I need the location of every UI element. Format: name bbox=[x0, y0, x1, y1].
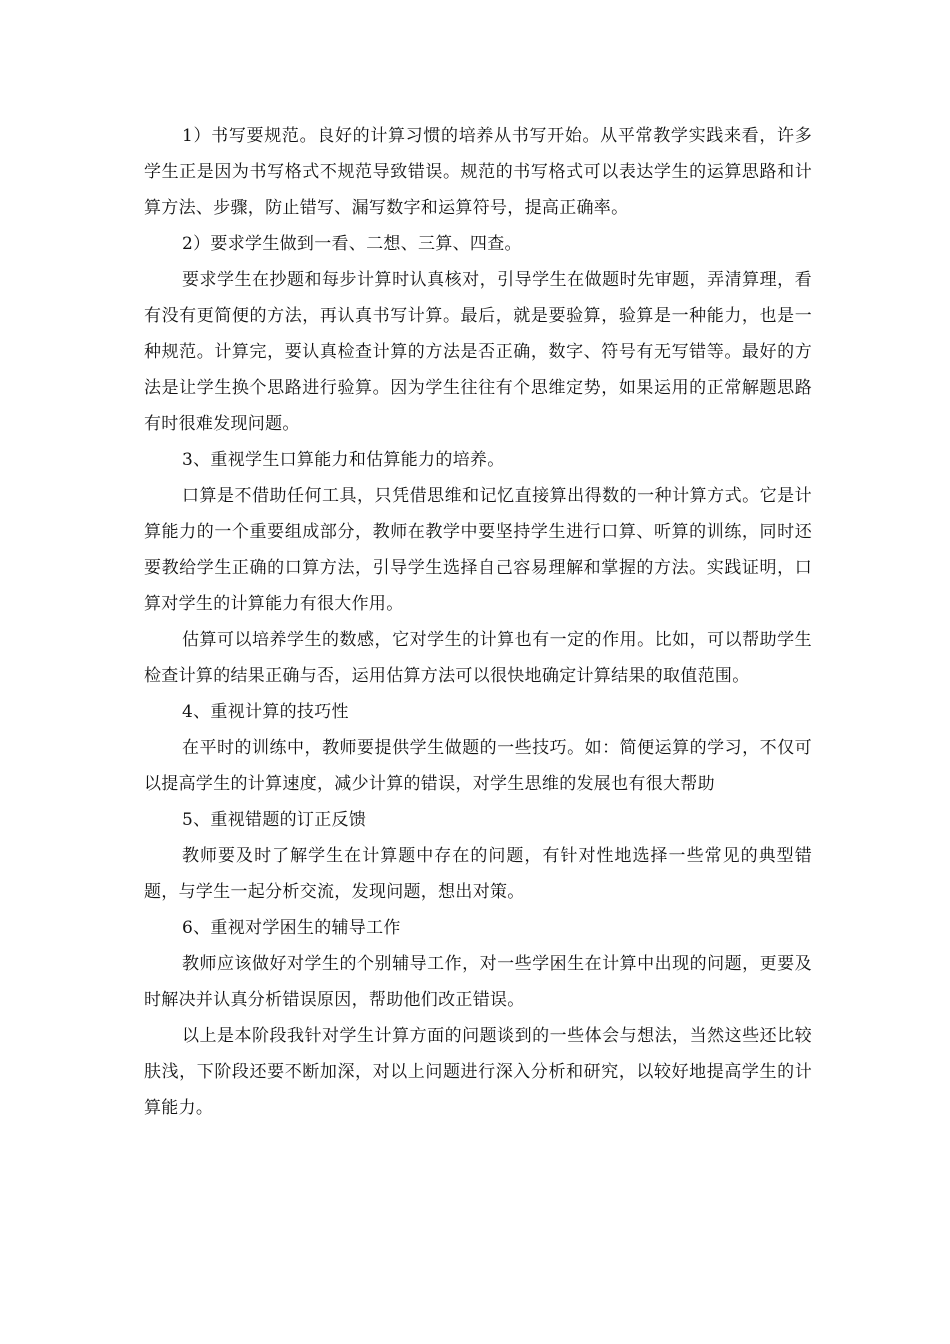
section-heading-mental-estimation: 3、重视学生口算能力和估算能力的培养。 bbox=[182, 450, 505, 470]
paragraph-error-correction: 教师要及时了解学生在计算题中存在的问题，有针对性地选择一些常见的典型错题，与学生一起分析交流，发现问题，想出对策。 bbox=[144, 846, 812, 902]
paragraph-estimation: 估算可以培养学生的数感，它对学生的计算也有一定的作用。比如，可以帮助学生检查计算的结果正确与否，运用估算方法可以很快地确定计算结果的取值范围。 bbox=[144, 630, 812, 686]
paragraph-skills: 在平时的训练中，教师要提供学生做题的一些技巧。如：简便运算的学习，不仅可以提高学生的计算速度，减少计算的错误，对学生思维的发展也有很大帮助 bbox=[144, 738, 812, 794]
paragraph-writing-standard: 1）书写要规范。良好的计算习惯的培养从书写开始。从平常教学实践来看，许多学生正是因为书写格式不规范导致错误。规范的书写格式可以表达学生的运算思路和计算方法、步骤，防止错写、漏写数字和运算符号，提高正确率。 bbox=[144, 126, 812, 218]
document-body bbox=[144, 118, 812, 1126]
paragraph-four-steps-heading: 2）要求学生做到一看、二想、三算、四查。 bbox=[182, 234, 522, 254]
paragraph-conclusion: 以上是本阶段我针对学生计算方面的问题谈到的一些体会与想法，当然这些还比较肤浅，下阶段还要不断加深，对以上问题进行深入分析和研究，以较好地提高学生的计算能力。 bbox=[144, 1026, 812, 1118]
paragraph-tutoring: 教师应该做好对学生的个别辅导工作，对一些学困生在计算中出现的问题，更要及时解决并认真分析错误原因，帮助他们改正错误。 bbox=[144, 954, 812, 1010]
paragraph-four-steps-body: 要求学生在抄题和每步计算时认真核对，引导学生在做题时先审题，弄清算理，看有没有更简便的方法，再认真书写计算。最后，就是要验算，验算是一种能力，也是一种规范。计算完，要认真检查计算的方法是否正确，数字、符号有无写错等。最好的方法是让学生换个思路进行验算。因为学生往往有个思维定势，如果运用的正常解题思路有时很难发现问题。 bbox=[144, 270, 812, 434]
paragraph-mental-calculation: 口算是不借助任何工具，只凭借思维和记忆直接算出得数的一种计算方式。它是计算能力的一个重要组成部分，教师在教学中要坚持学生进行口算、听算的训练，同时还要教给学生正确的口算方法，引导学生选择自己容易理解和掌握的方法。实践证明，口算对学生的计算能力有很大作用。 bbox=[144, 486, 812, 614]
section-heading-tutoring: 6、重视对学困生的辅导工作 bbox=[182, 918, 401, 938]
section-heading-skills: 4、重视计算的技巧性 bbox=[182, 702, 349, 722]
section-heading-error-correction: 5、重视错题的订正反馈 bbox=[182, 810, 367, 830]
